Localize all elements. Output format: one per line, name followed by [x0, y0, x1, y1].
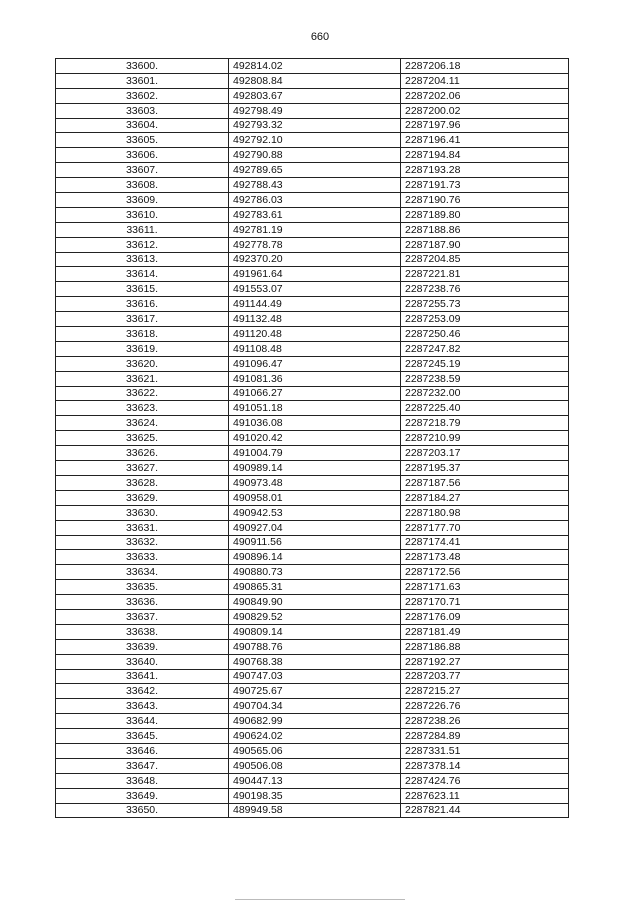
y-coordinate-cell: 2287195.37 [401, 461, 569, 476]
table-row [56, 490, 569, 505]
point-number-cell: 33648. [56, 773, 229, 788]
table-row [56, 103, 569, 118]
y-coordinate-cell: 2287215.27 [401, 684, 569, 699]
point-number-cell: 33620. [56, 356, 229, 371]
table-row [56, 148, 569, 163]
point-number-cell: 33628. [56, 475, 229, 490]
table-row [56, 654, 569, 669]
y-coordinate-cell: 2287232.00 [401, 386, 569, 401]
x-coordinate-cell: 489949.58 [229, 803, 401, 818]
x-coordinate-cell: 490725.67 [229, 684, 401, 699]
point-number-cell: 33619. [56, 341, 229, 356]
x-coordinate-cell: 490565.06 [229, 743, 401, 758]
x-coordinate-cell: 490911.56 [229, 535, 401, 550]
point-number-cell: 33622. [56, 386, 229, 401]
point-number-cell: 33638. [56, 624, 229, 639]
point-number-cell: 33645. [56, 729, 229, 744]
x-coordinate-cell: 492783.61 [229, 207, 401, 222]
table-row [56, 446, 569, 461]
x-coordinate-cell: 491066.27 [229, 386, 401, 401]
point-number-cell: 33614. [56, 267, 229, 282]
y-coordinate-cell: 2287424.76 [401, 773, 569, 788]
table-row [56, 773, 569, 788]
y-coordinate-cell: 2287238.26 [401, 714, 569, 729]
x-coordinate-cell: 490849.90 [229, 595, 401, 610]
point-number-cell: 33631. [56, 520, 229, 535]
table-row [56, 371, 569, 386]
y-coordinate-cell: 2287200.02 [401, 103, 569, 118]
coordinates-table-body [56, 59, 569, 818]
x-coordinate-cell: 492781.19 [229, 222, 401, 237]
table-row [56, 73, 569, 88]
x-coordinate-cell: 490809.14 [229, 624, 401, 639]
table-row [56, 565, 569, 580]
y-coordinate-cell: 2287192.27 [401, 654, 569, 669]
point-number-cell: 33630. [56, 505, 229, 520]
x-coordinate-cell: 491144.49 [229, 297, 401, 312]
x-coordinate-cell: 491051.18 [229, 401, 401, 416]
point-number-cell: 33610. [56, 207, 229, 222]
point-number-cell: 33647. [56, 758, 229, 773]
x-coordinate-cell: 491004.79 [229, 446, 401, 461]
x-coordinate-cell: 490747.03 [229, 669, 401, 684]
table-row [56, 207, 569, 222]
x-coordinate-cell: 492778.78 [229, 237, 401, 252]
y-coordinate-cell: 2287238.76 [401, 282, 569, 297]
y-coordinate-cell: 2287206.18 [401, 59, 569, 74]
table-row [56, 386, 569, 401]
table-row [56, 520, 569, 535]
table-row [56, 341, 569, 356]
point-number-cell: 33636. [56, 595, 229, 610]
table-row [56, 252, 569, 267]
table-row [56, 475, 569, 490]
x-coordinate-cell: 492798.49 [229, 103, 401, 118]
y-coordinate-cell: 2287255.73 [401, 297, 569, 312]
y-coordinate-cell: 2287203.17 [401, 446, 569, 461]
table-row [56, 505, 569, 520]
y-coordinate-cell: 2287193.28 [401, 163, 569, 178]
point-number-cell: 33612. [56, 237, 229, 252]
footer-divider [235, 899, 405, 900]
point-number-cell: 33650. [56, 803, 229, 818]
table-row [56, 118, 569, 133]
y-coordinate-cell: 2287187.90 [401, 237, 569, 252]
table-row [56, 193, 569, 208]
point-number-cell: 33604. [56, 118, 229, 133]
x-coordinate-cell: 492808.84 [229, 73, 401, 88]
y-coordinate-cell: 2287284.89 [401, 729, 569, 744]
table-row [56, 267, 569, 282]
table-row [56, 163, 569, 178]
y-coordinate-cell: 2287191.73 [401, 178, 569, 193]
x-coordinate-cell: 490788.76 [229, 639, 401, 654]
x-coordinate-cell: 492790.88 [229, 148, 401, 163]
x-coordinate-cell: 490768.38 [229, 654, 401, 669]
x-coordinate-cell: 491020.42 [229, 431, 401, 446]
y-coordinate-cell: 2287177.70 [401, 520, 569, 535]
y-coordinate-cell: 2287174.41 [401, 535, 569, 550]
point-number-cell: 33603. [56, 103, 229, 118]
point-number-cell: 33641. [56, 669, 229, 684]
x-coordinate-cell: 491096.47 [229, 356, 401, 371]
x-coordinate-cell: 490973.48 [229, 475, 401, 490]
y-coordinate-cell: 2287204.11 [401, 73, 569, 88]
point-number-cell: 33609. [56, 193, 229, 208]
point-number-cell: 33601. [56, 73, 229, 88]
x-coordinate-cell: 490704.34 [229, 699, 401, 714]
y-coordinate-cell: 2287186.88 [401, 639, 569, 654]
y-coordinate-cell: 2287226.76 [401, 699, 569, 714]
point-number-cell: 33621. [56, 371, 229, 386]
point-number-cell: 33602. [56, 88, 229, 103]
table-row [56, 222, 569, 237]
point-number-cell: 33607. [56, 163, 229, 178]
table-row [56, 416, 569, 431]
table-row [56, 282, 569, 297]
y-coordinate-cell: 2287187.56 [401, 475, 569, 490]
x-coordinate-cell: 491961.64 [229, 267, 401, 282]
point-number-cell: 33605. [56, 133, 229, 148]
point-number-cell: 33634. [56, 565, 229, 580]
point-number-cell: 33623. [56, 401, 229, 416]
y-coordinate-cell: 2287623.11 [401, 788, 569, 803]
x-coordinate-cell: 490865.31 [229, 580, 401, 595]
y-coordinate-cell: 2287250.46 [401, 327, 569, 342]
table-row [56, 669, 569, 684]
table-row [56, 595, 569, 610]
y-coordinate-cell: 2287253.09 [401, 312, 569, 327]
table-row [56, 59, 569, 74]
y-coordinate-cell: 2287181.49 [401, 624, 569, 639]
x-coordinate-cell: 492803.67 [229, 88, 401, 103]
y-coordinate-cell: 2287218.79 [401, 416, 569, 431]
x-coordinate-cell: 492788.43 [229, 178, 401, 193]
point-number-cell: 33626. [56, 446, 229, 461]
table-row [56, 788, 569, 803]
y-coordinate-cell: 2287210.99 [401, 431, 569, 446]
y-coordinate-cell: 2287197.96 [401, 118, 569, 133]
y-coordinate-cell: 2287171.63 [401, 580, 569, 595]
y-coordinate-cell: 2287331.51 [401, 743, 569, 758]
y-coordinate-cell: 2287180.98 [401, 505, 569, 520]
table-row [56, 356, 569, 371]
point-number-cell: 33643. [56, 699, 229, 714]
x-coordinate-cell: 490958.01 [229, 490, 401, 505]
point-number-cell: 33646. [56, 743, 229, 758]
point-number-cell: 33644. [56, 714, 229, 729]
x-coordinate-cell: 492789.65 [229, 163, 401, 178]
x-coordinate-cell: 490880.73 [229, 565, 401, 580]
y-coordinate-cell: 2287378.14 [401, 758, 569, 773]
y-coordinate-cell: 2287204.85 [401, 252, 569, 267]
table-row [56, 580, 569, 595]
table-row [56, 624, 569, 639]
coordinates-table [55, 58, 569, 818]
page-number: 660 [310, 31, 330, 43]
table-row [56, 684, 569, 699]
table-row [56, 609, 569, 624]
y-coordinate-cell: 2287202.06 [401, 88, 569, 103]
table-row [56, 461, 569, 476]
x-coordinate-cell: 491108.48 [229, 341, 401, 356]
table-row [56, 237, 569, 252]
point-number-cell: 33637. [56, 609, 229, 624]
y-coordinate-cell: 2287184.27 [401, 490, 569, 505]
x-coordinate-cell: 490447.13 [229, 773, 401, 788]
table-row [56, 297, 569, 312]
x-coordinate-cell: 492793.32 [229, 118, 401, 133]
y-coordinate-cell: 2287203.77 [401, 669, 569, 684]
x-coordinate-cell: 491132.48 [229, 312, 401, 327]
point-number-cell: 33611. [56, 222, 229, 237]
x-coordinate-cell: 491081.36 [229, 371, 401, 386]
table-row [56, 743, 569, 758]
y-coordinate-cell: 2287238.59 [401, 371, 569, 386]
x-coordinate-cell: 490989.14 [229, 461, 401, 476]
x-coordinate-cell: 490682.99 [229, 714, 401, 729]
table-row [56, 178, 569, 193]
x-coordinate-cell: 491036.08 [229, 416, 401, 431]
x-coordinate-cell: 492786.03 [229, 193, 401, 208]
y-coordinate-cell: 2287821.44 [401, 803, 569, 818]
x-coordinate-cell: 491553.07 [229, 282, 401, 297]
point-number-cell: 33633. [56, 550, 229, 565]
table-row [56, 714, 569, 729]
point-number-cell: 33613. [56, 252, 229, 267]
x-coordinate-cell: 490896.14 [229, 550, 401, 565]
y-coordinate-cell: 2287170.71 [401, 595, 569, 610]
point-number-cell: 33600. [56, 59, 229, 74]
point-number-cell: 33642. [56, 684, 229, 699]
x-coordinate-cell: 490506.08 [229, 758, 401, 773]
x-coordinate-cell: 490942.53 [229, 505, 401, 520]
point-number-cell: 33615. [56, 282, 229, 297]
y-coordinate-cell: 2287190.76 [401, 193, 569, 208]
y-coordinate-cell: 2287189.80 [401, 207, 569, 222]
x-coordinate-cell: 490624.02 [229, 729, 401, 744]
table-row [56, 803, 569, 818]
y-coordinate-cell: 2287173.48 [401, 550, 569, 565]
table-row [56, 133, 569, 148]
y-coordinate-cell: 2287172.56 [401, 565, 569, 580]
table-row [56, 639, 569, 654]
y-coordinate-cell: 2287188.86 [401, 222, 569, 237]
y-coordinate-cell: 2287225.40 [401, 401, 569, 416]
y-coordinate-cell: 2287221.81 [401, 267, 569, 282]
point-number-cell: 33635. [56, 580, 229, 595]
y-coordinate-cell: 2287176.09 [401, 609, 569, 624]
point-number-cell: 33632. [56, 535, 229, 550]
point-number-cell: 33624. [56, 416, 229, 431]
x-coordinate-cell: 490198.35 [229, 788, 401, 803]
point-number-cell: 33629. [56, 490, 229, 505]
point-number-cell: 33625. [56, 431, 229, 446]
point-number-cell: 33627. [56, 461, 229, 476]
y-coordinate-cell: 2287194.84 [401, 148, 569, 163]
y-coordinate-cell: 2287245.19 [401, 356, 569, 371]
table-row [56, 550, 569, 565]
point-number-cell: 33640. [56, 654, 229, 669]
point-number-cell: 33639. [56, 639, 229, 654]
y-coordinate-cell: 2287196.41 [401, 133, 569, 148]
point-number-cell: 33618. [56, 327, 229, 342]
x-coordinate-cell: 490829.52 [229, 609, 401, 624]
x-coordinate-cell: 491120.48 [229, 327, 401, 342]
table-row [56, 88, 569, 103]
x-coordinate-cell: 492370.20 [229, 252, 401, 267]
point-number-cell: 33606. [56, 148, 229, 163]
x-coordinate-cell: 490927.04 [229, 520, 401, 535]
table-row [56, 327, 569, 342]
table-row [56, 535, 569, 550]
point-number-cell: 33649. [56, 788, 229, 803]
table-row [56, 729, 569, 744]
x-coordinate-cell: 492814.02 [229, 59, 401, 74]
table-row [56, 758, 569, 773]
point-number-cell: 33617. [56, 312, 229, 327]
point-number-cell: 33608. [56, 178, 229, 193]
point-number-cell: 33616. [56, 297, 229, 312]
y-coordinate-cell: 2287247.82 [401, 341, 569, 356]
table-row [56, 431, 569, 446]
table-row [56, 401, 569, 416]
table-row [56, 312, 569, 327]
x-coordinate-cell: 492792.10 [229, 133, 401, 148]
table-row [56, 699, 569, 714]
